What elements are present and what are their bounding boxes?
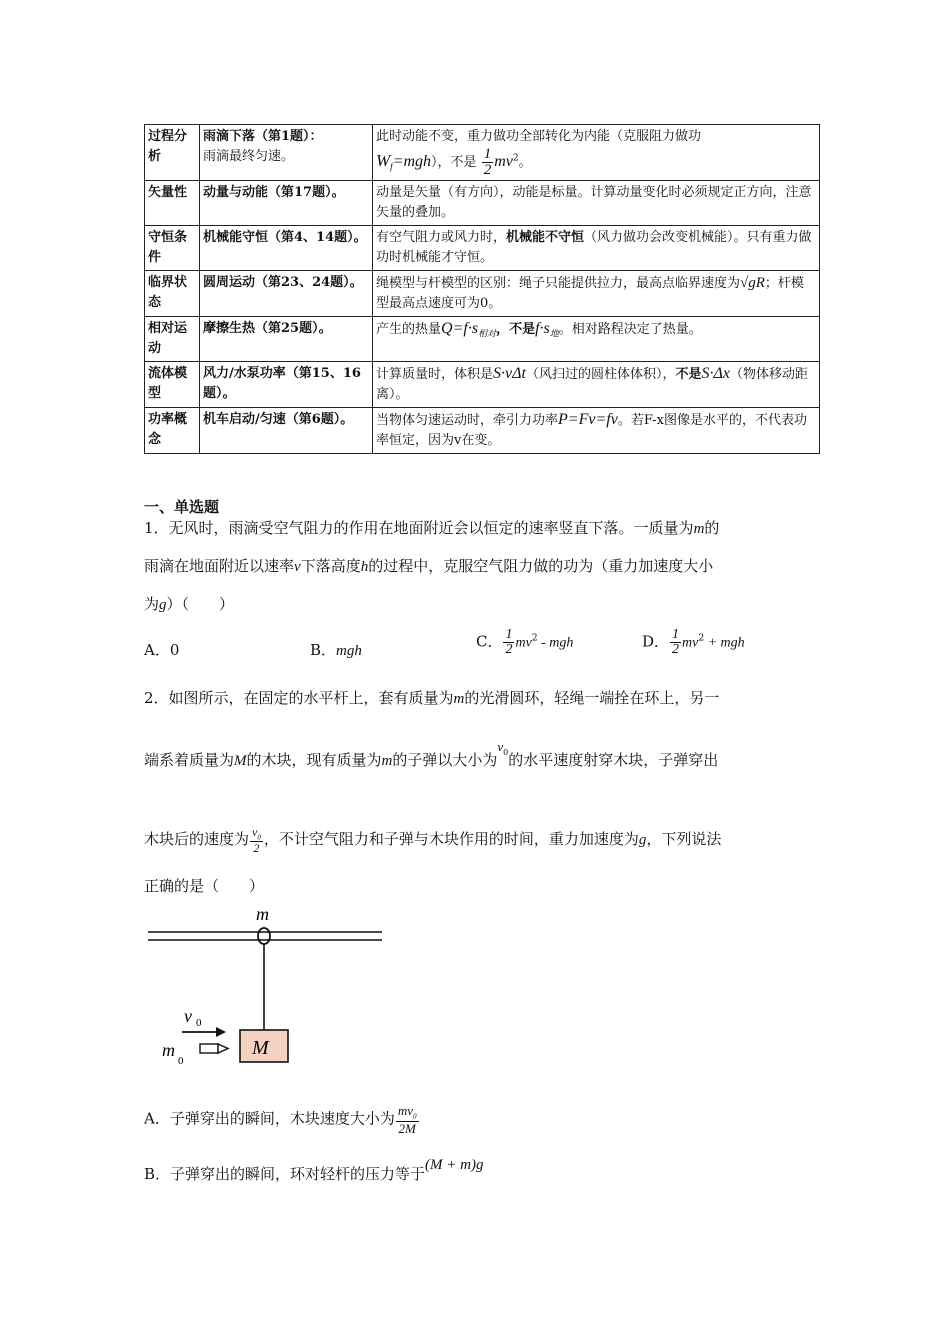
q2-line-2: 端系着质量为M的木块，现有质量为m的子弹以大小为$v_0$的水平速度射穿木块，子弹穿出	[144, 739, 719, 769]
q1-option-a[interactable]: A．0	[144, 641, 180, 659]
table-row	[145, 125, 820, 181]
section-title: 一、单选题	[144, 498, 220, 516]
row-category: 矢量性	[145, 181, 200, 226]
row-category: 守恒条件	[145, 226, 200, 271]
q1-option-c[interactable]: C． $\frac{1}{2}$ $mv^2$ - mgh	[476, 627, 574, 657]
row-topic: 圆周运动（第23、24题）。	[200, 271, 373, 317]
row-category: 临界状态	[145, 271, 200, 317]
svg-text:0: 0	[196, 1017, 202, 1029]
table-row	[145, 408, 820, 454]
q2-option-a[interactable]: A．子弹穿出的瞬间，木块速度大小为 $\frac{mv_0}{2M}$	[144, 1103, 417, 1136]
q2-line-4: 正确的是（ ）	[144, 877, 265, 895]
table-row	[145, 181, 820, 226]
block-label: M	[252, 1037, 269, 1059]
q1-line-2: 雨滴在地面附近以速率v下落高度h的过程中，克服空气阻力做的功为（重力加速度大小	[144, 557, 714, 575]
row-note: 当物体匀速运动时，牵引力功率P=Fv=fv。若F-x图像是水平的，不代表功率恒定，因为v在变。	[373, 408, 820, 454]
row-note: 产生的热量$Q=f\cdot s_{相对}$，不是$f\cdot s_地$。相对路程决定了热量。	[373, 317, 820, 362]
row-topic: 雨滴下落（第1题）： 雨滴最终匀速。	[200, 125, 373, 181]
ring-label: m	[256, 904, 269, 924]
q2-line-1: 2．如图所示，在固定的水平杆上，套有质量为m的光滑圆环，轻绳一端拴在环上，另一	[144, 689, 720, 707]
row-note: 动量是矢量（有方向），动能是标量。计算动量变化时必须规定正方向，注意矢量的叠加。	[373, 181, 820, 226]
row-note: 计算质量时，体积是S·vΔt（风扫过的圆柱体体积），不是S·Δx（物体移动距离）。	[373, 362, 820, 408]
q1-line-3: 为g）（ ）	[144, 595, 235, 613]
row-topic: 摩擦生热（第25题）。	[200, 317, 373, 362]
row-topic: 风力/水泵功率（第15、16题）。	[200, 362, 373, 408]
svg-text:0: 0	[178, 1055, 184, 1067]
bullet-icon	[200, 1044, 228, 1053]
row-category: 过程分析	[145, 125, 200, 181]
row-topic: 动量与动能（第17题）。	[200, 181, 373, 226]
row-category: 功率概念	[145, 408, 200, 454]
row-category: 相对运动	[145, 317, 200, 362]
row-note: 绳模型与杆模型的区别：绳子只能提供拉力，最高点临界速度为√gR；杆模型最高点速度可为0。	[373, 271, 820, 317]
physics-figure	[140, 900, 390, 1070]
table-row	[145, 226, 820, 271]
table-row	[145, 317, 820, 362]
table-row	[145, 271, 820, 317]
q2-line-3: 木块后的速度为 $\frac{v_0}{2}$ ，不计空气阻力和子弹与木块作用的时间，重力加速度为g，下列说法	[144, 825, 722, 856]
velocity-label: v	[184, 1006, 192, 1026]
row-note: 有空气阻力或风力时，机械能不守恒（风力做功会改变机械能）。只有重力做功时机械能才守恒。	[373, 226, 820, 271]
row-topic: 机车启动/匀速（第6题）。	[200, 408, 373, 454]
ring	[258, 928, 270, 944]
q1-option-d[interactable]: D． $\frac{1}{2}$ $mv^2$ + mgh	[642, 627, 745, 657]
table-row	[145, 362, 820, 408]
q2-option-b[interactable]: B．子弹穿出的瞬间，环对轻杆的压力等于(M + m)g	[144, 1157, 484, 1183]
summary-table	[144, 124, 820, 454]
bullet-label: m	[162, 1040, 175, 1060]
q1-line-1: 1．无风时，雨滴受空气阻力的作用在地面附近会以恒定的速率竖直下落。一质量为m的	[144, 519, 720, 537]
row-category: 流体模型	[145, 362, 200, 408]
row-topic: 机械能守恒（第4、14题）。	[200, 226, 373, 271]
q1-option-b[interactable]: B．mgh	[310, 641, 362, 659]
row-note: 此时动能不变，重力做功全部转化为内能（克服阻力做功 $W_f=mgh$），不是 $\frac{1}{2}$ $mv^2$。	[373, 125, 820, 181]
